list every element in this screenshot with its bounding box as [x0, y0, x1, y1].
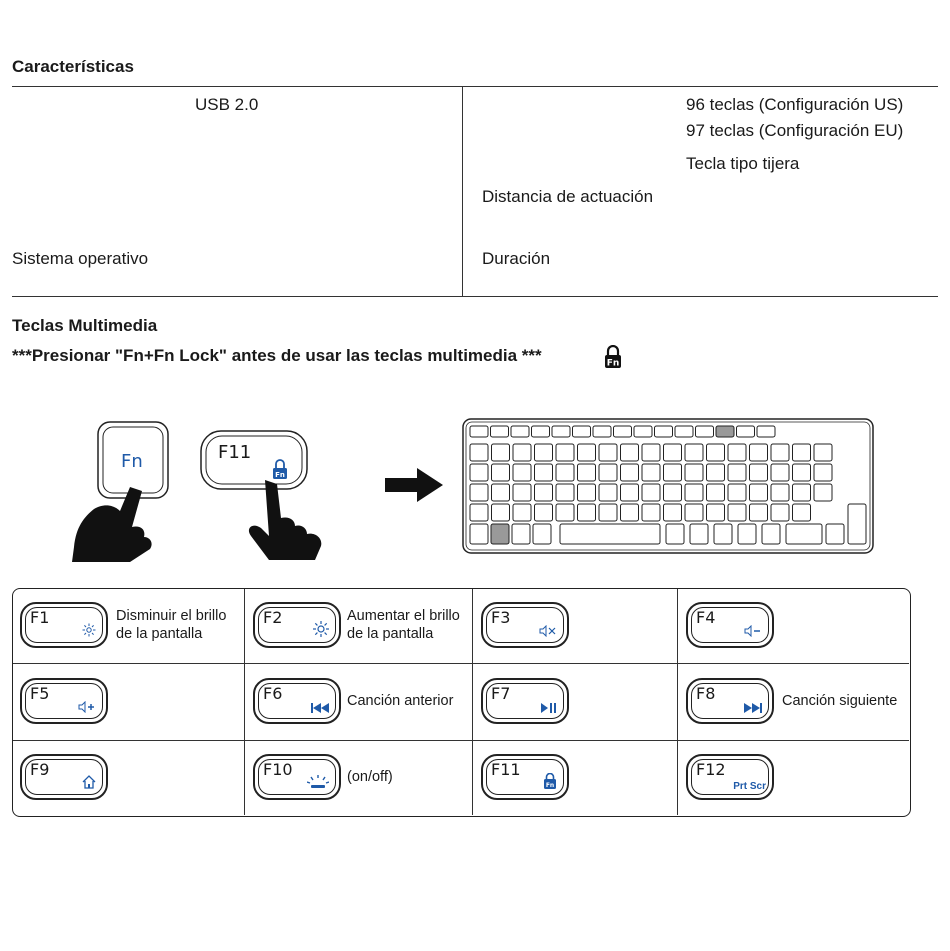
key-f11: [481, 754, 569, 800]
keyboard-key: [642, 504, 660, 521]
duration-label: Duración: [482, 249, 551, 268]
keyboard-key: [666, 524, 684, 544]
keyboard-key: [560, 524, 660, 544]
key-f10: [253, 754, 341, 800]
keyboard-key: [491, 524, 509, 544]
key-f1: [20, 602, 108, 648]
key-f6: [253, 678, 341, 724]
keyboard-key: [814, 484, 832, 501]
volume-down-icon: [744, 625, 762, 640]
keyboard-key: [728, 504, 746, 521]
keyboard-key: [573, 426, 591, 437]
keyboard-key: [685, 464, 703, 481]
keyboard-key: [512, 524, 530, 544]
keyboard-key: [535, 484, 553, 501]
keyboard-key: [664, 484, 682, 501]
keyboard-key: [771, 504, 789, 521]
key-description: [347, 692, 453, 710]
keyboard-key: [621, 484, 639, 501]
keyboard-key: [491, 426, 509, 437]
svg-text:Fn: Fn: [545, 782, 555, 789]
key-f12: [686, 754, 774, 800]
keyboard-key: [552, 426, 570, 437]
previous-track-icon: [311, 702, 329, 716]
key-description: [116, 607, 226, 643]
key-description-line: Disminuir el brillo: [116, 608, 227, 624]
keyboard-key: [771, 444, 789, 461]
print-screen-icon: Prt Scr: [733, 781, 766, 792]
usb-value: USB 2.0: [195, 95, 259, 114]
keyboard-key: [675, 426, 693, 437]
keyboard-key: [664, 464, 682, 481]
os-label: Sistema operativo: [12, 249, 149, 268]
key-label: F10: [263, 760, 293, 779]
keyboard-key: [599, 444, 617, 461]
svg-text:Fn: Fn: [275, 471, 285, 479]
play-pause-icon: [541, 702, 557, 716]
keyboard-key: [762, 524, 780, 544]
key-description-line: Canción siguiente: [782, 693, 898, 709]
keyboard-key: [793, 484, 811, 501]
keyboard-key: [707, 504, 725, 521]
keyboard-key: [728, 484, 746, 501]
keyboard-key: [848, 504, 866, 544]
keyboard-key: [578, 484, 596, 501]
keyboard-key: [470, 504, 488, 521]
key-description: [347, 607, 460, 643]
key-description: [782, 692, 897, 710]
keyboard-key: [685, 444, 703, 461]
keyboard-key: [793, 464, 811, 481]
table-col-divider: [472, 589, 473, 815]
brightness-down-icon: [82, 623, 96, 640]
mute-icon: [539, 625, 557, 640]
key-f5: [20, 678, 108, 724]
key-label: F3: [491, 608, 511, 627]
key-label: F12: [696, 760, 726, 779]
keyboard-key: [513, 464, 531, 481]
keys-eu-value: 97 teclas (Configuración EU): [686, 121, 904, 140]
keyboard-key: [728, 464, 746, 481]
keyboard-key: [714, 524, 732, 544]
table-row-divider: [13, 740, 909, 741]
key-f2: [253, 602, 341, 648]
keyboard-key: [757, 426, 775, 437]
keyboard-key: [716, 426, 734, 437]
keyboard-key: [750, 504, 768, 521]
keyboard-key: [599, 504, 617, 521]
keyboard-key: [621, 504, 639, 521]
hand-pointer-icon: [245, 480, 335, 565]
keyboard-key: [513, 444, 531, 461]
keyboard-key: [771, 464, 789, 481]
keyboard-key: [621, 464, 639, 481]
key-label: F4: [696, 608, 716, 627]
svg-text:Fn: Fn: [606, 358, 620, 369]
keyboard-key: [533, 524, 551, 544]
keyboard-key: [771, 484, 789, 501]
keyboard-key: [470, 444, 488, 461]
key-f8: [686, 678, 774, 724]
keyboard-key: [685, 484, 703, 501]
key-description-line: de la pantalla: [116, 626, 203, 642]
keyboard-key: [492, 484, 510, 501]
keyboard-key: [492, 444, 510, 461]
keyboard-key: [492, 504, 510, 521]
features-top-rule: [12, 86, 938, 87]
keys-us-value: 96 teclas (Configuración US): [686, 95, 904, 114]
keyboard-key: [621, 444, 639, 461]
keyboard-key: [786, 524, 822, 544]
volume-up-icon: [78, 701, 96, 716]
key-label: F9: [30, 760, 50, 779]
keyboard-key: [707, 464, 725, 481]
key-label: F8: [696, 684, 716, 703]
keyboard-illustration: [462, 418, 874, 559]
keyboard-key: [814, 444, 832, 461]
keyboard-key: [556, 484, 574, 501]
features-divider: [462, 86, 463, 296]
table-col-divider: [244, 589, 245, 815]
keyboard-key: [655, 426, 673, 437]
brightness-up-icon: [313, 621, 329, 640]
keyboard-key: [470, 524, 488, 544]
table-col-divider: [677, 589, 678, 815]
key-label: F7: [491, 684, 511, 703]
key-description-line: de la pantalla: [347, 626, 434, 642]
key-description: [347, 768, 393, 786]
keyboard-key: [532, 426, 550, 437]
key-description-line: Canción anterior: [347, 693, 454, 709]
table-row-divider: [13, 663, 909, 664]
key-label: F5: [30, 684, 50, 703]
keyboard-key: [685, 504, 703, 521]
keyboard-key: [737, 426, 755, 437]
next-track-icon: [744, 702, 762, 716]
keyboard-key: [750, 444, 768, 461]
keyboard-key: [578, 444, 596, 461]
keyboard-key: [642, 464, 660, 481]
keyboard-key: [738, 524, 756, 544]
key-type-value: Tecla tipo tijera: [686, 154, 800, 173]
keyboard-key: [556, 504, 574, 521]
key-description-line: (on/off): [347, 769, 393, 785]
keyboard-key: [814, 464, 832, 481]
keyboard-key: [470, 484, 488, 501]
hand-pointer-icon: [70, 487, 160, 567]
keyboard-key: [578, 464, 596, 481]
key-label: F6: [263, 684, 283, 703]
key-f4: [686, 602, 774, 648]
keyboard-key: [614, 426, 632, 437]
key-f3: [481, 602, 569, 648]
keyboard-key: [642, 484, 660, 501]
key-label: F2: [263, 608, 283, 627]
key-f7: [481, 678, 569, 724]
f11-key-label: F11: [218, 442, 252, 463]
multimedia-note: ***Presionar "Fn+Fn Lock" antes de usar las teclas multimedia ***: [12, 346, 542, 365]
keyboard-key: [599, 464, 617, 481]
key-f9: [20, 754, 108, 800]
keyboard-key: [707, 444, 725, 461]
fn-lock-icon: [543, 773, 557, 792]
keyboard-key: [696, 426, 714, 437]
keyboard-key: [793, 504, 811, 521]
keyboard-key: [793, 444, 811, 461]
arrow-right-icon: [385, 468, 443, 507]
fn-lock-icon: [603, 345, 623, 374]
features-bottom-rule: [12, 296, 938, 297]
keyboard-key: [664, 504, 682, 521]
keyboard-key: [707, 484, 725, 501]
keyboard-key: [642, 444, 660, 461]
keyboard-key: [750, 464, 768, 481]
features-title: Características: [12, 57, 134, 76]
keyboard-key: [826, 524, 844, 544]
keyboard-key: [511, 426, 529, 437]
keyboard-key: [513, 484, 531, 501]
keyboard-key: [492, 464, 510, 481]
keyboard-key: [513, 504, 531, 521]
keyboard-key: [593, 426, 611, 437]
keyboard-key: [750, 484, 768, 501]
keyboard-key: [535, 504, 553, 521]
keyboard-key: [664, 444, 682, 461]
keyboard-key: [599, 484, 617, 501]
keyboard-key: [690, 524, 708, 544]
keyboard-key: [578, 504, 596, 521]
keyboard-key: [634, 426, 652, 437]
keyboard-key: [556, 464, 574, 481]
keyboard-key: [535, 464, 553, 481]
fn-key-label: Fn: [121, 451, 143, 472]
key-label: F11: [491, 760, 521, 779]
backlight-icon: [307, 775, 329, 792]
actuation-label: Distancia de actuación: [482, 187, 654, 206]
multimedia-title: Teclas Multimedia: [12, 316, 158, 335]
keyboard-key: [470, 464, 488, 481]
keyboard-key: [556, 444, 574, 461]
home-icon: [82, 775, 96, 792]
keyboard-key: [728, 444, 746, 461]
keyboard-key: [535, 444, 553, 461]
key-label: F1: [30, 608, 50, 627]
key-description-line: Aumentar el brillo: [347, 608, 460, 624]
keyboard-key: [470, 426, 488, 437]
